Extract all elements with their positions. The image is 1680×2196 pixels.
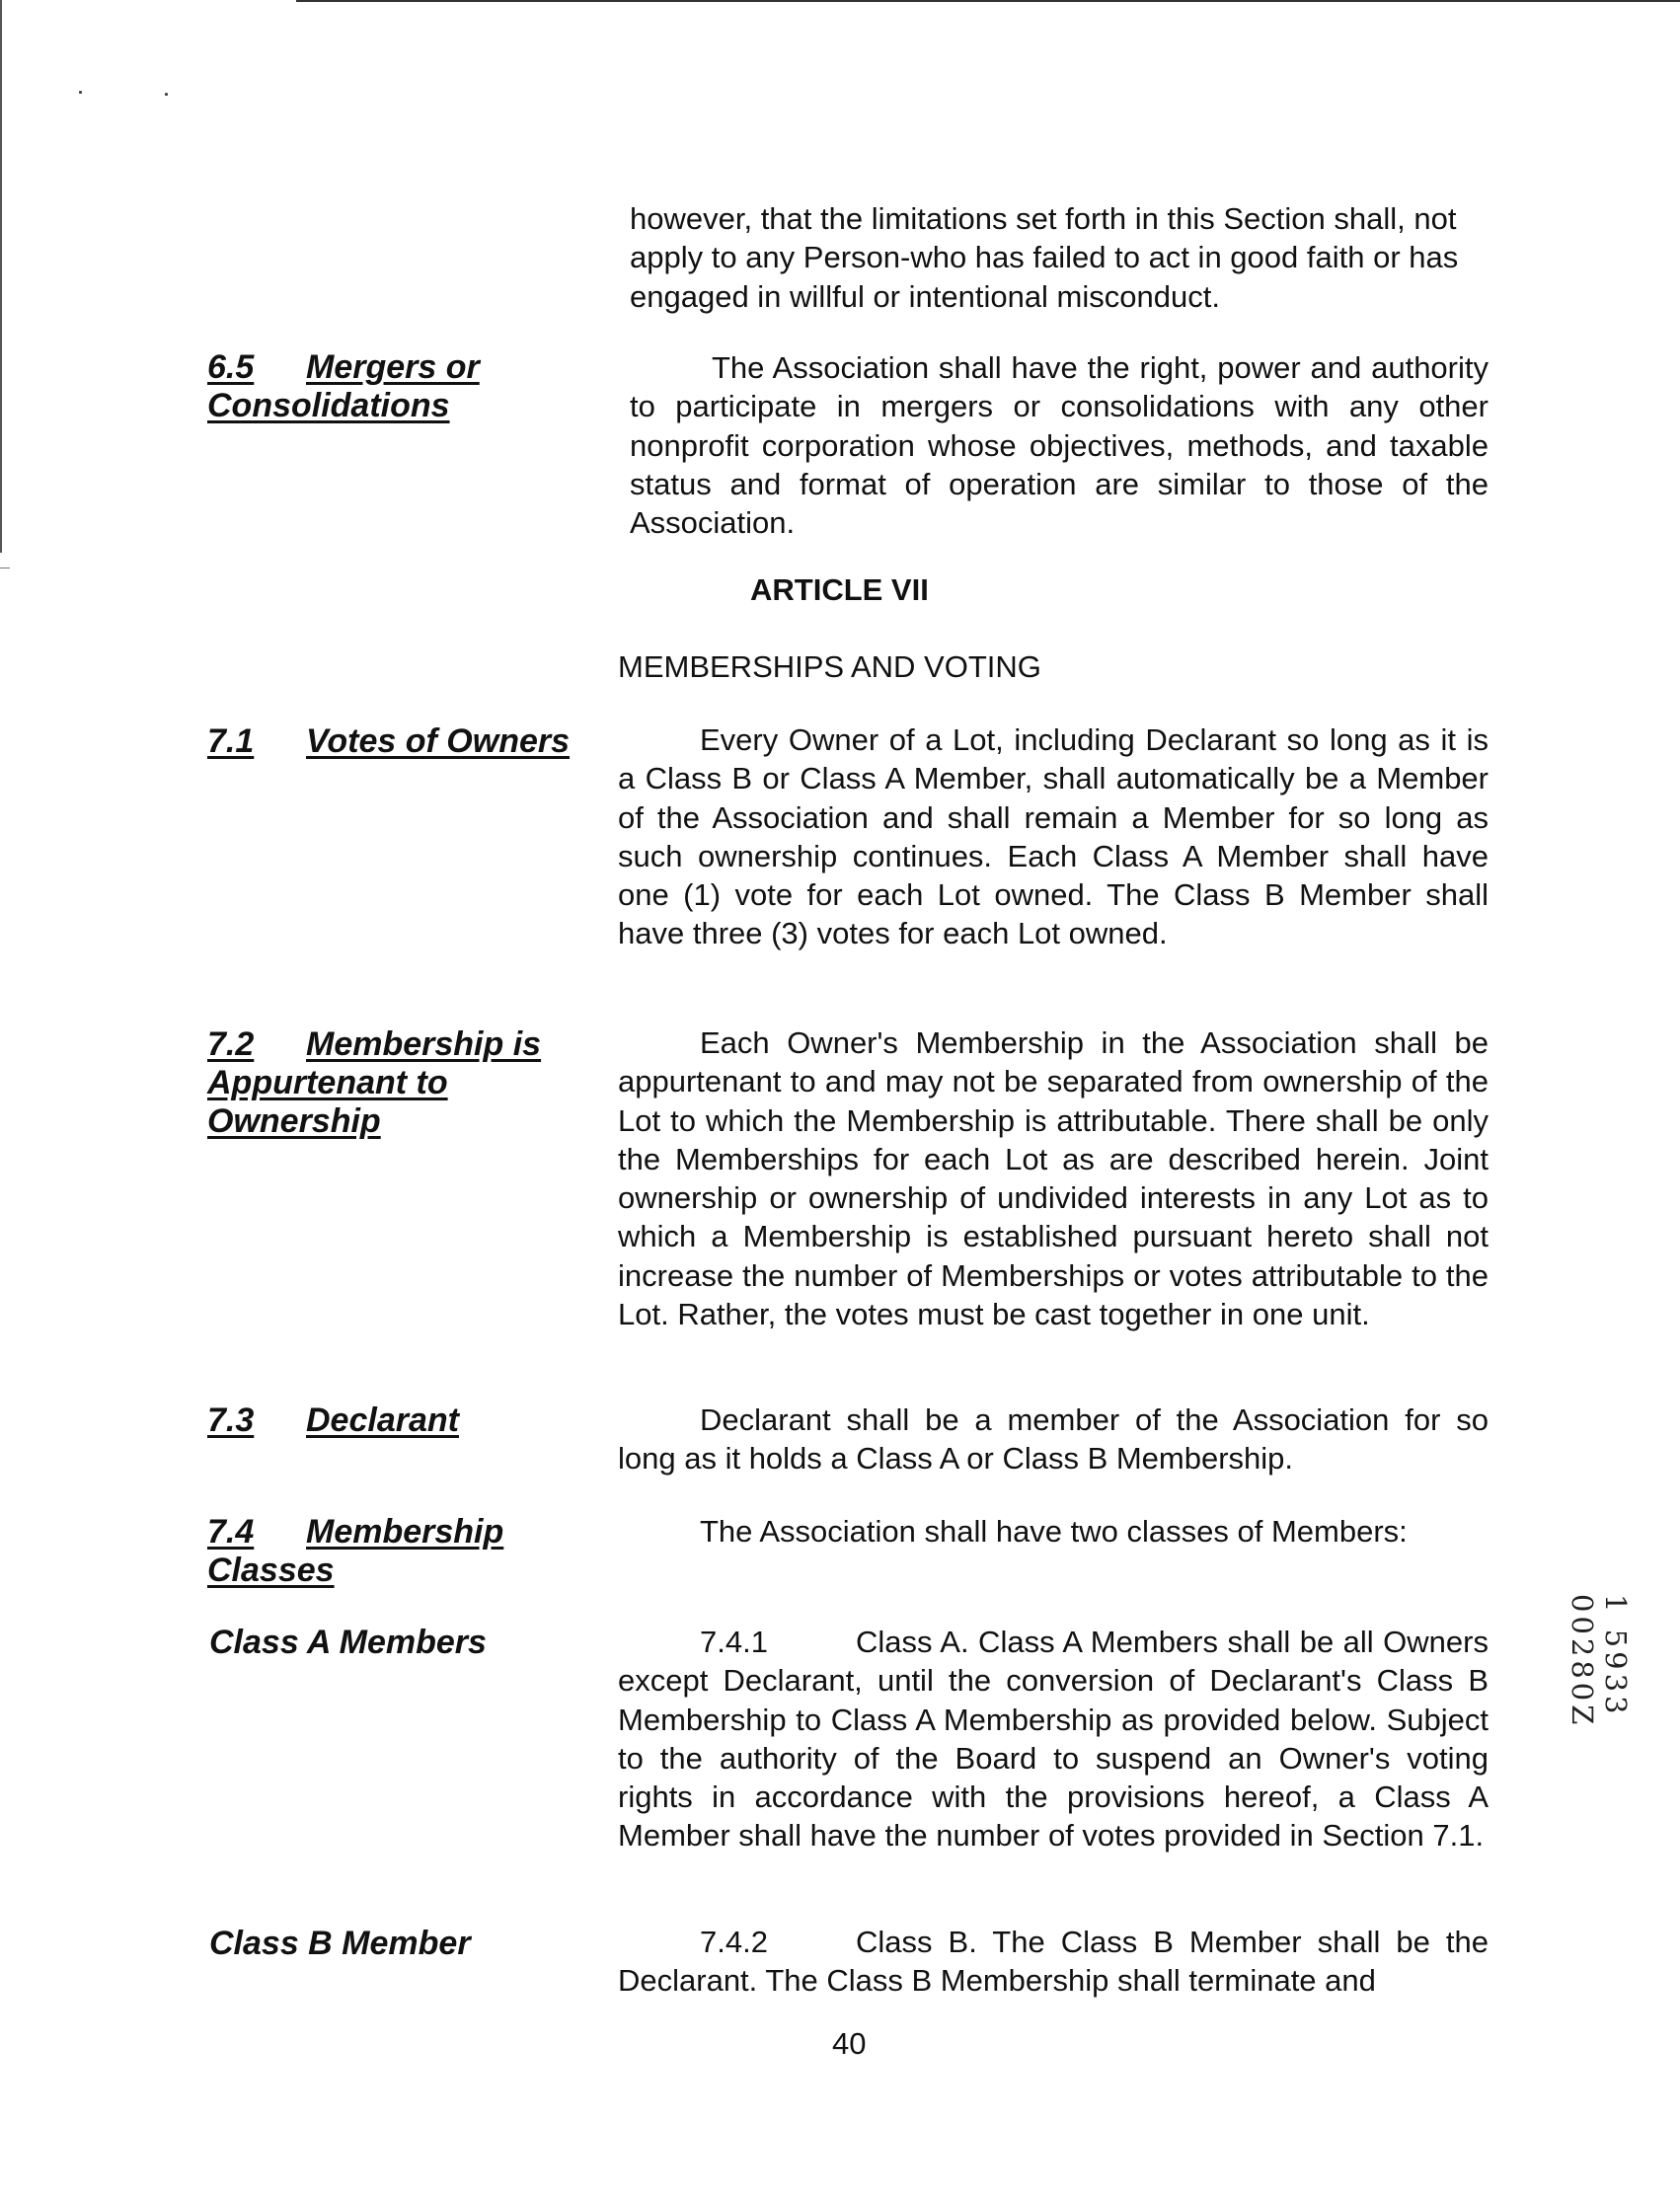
continuation-paragraph: however, that the limitations set forth in this Section shall, not apply to any Person-who has failed to act in good faith or has engaged in willful or intentional misconduct.	[630, 201, 1459, 314]
section-7-4-heading	[207, 1513, 503, 1590]
section-title-continued: Classes	[207, 1552, 335, 1589]
body-text: Each Owner's Membership in the Association shall be appurtenant to and may not be separated from ownership of the Lot to which the Membership is attributable. There shall be only the Memberships for each Lot as are described herein. Joint ownership or ownership of undivided interests in any Lot as to which a Membership is established pursuant hereto shall not increase the number of Memberships or votes attributable to the Lot. Rather, the votes must be cast together in one unit.	[618, 1025, 1489, 1332]
section-6-5-body	[630, 348, 1489, 542]
section-title: Membership is	[306, 1025, 542, 1063]
article-heading: ARTICLE VII	[750, 572, 929, 607]
section-title-continued: Consolidations	[207, 387, 450, 424]
section-number: 7.2	[207, 1025, 255, 1063]
section-7-1-heading	[207, 722, 570, 761]
body-text: The Association shall have the right, power and authority to participate in mergers or consolidations with any other nonprofit corporation whose objectives, methods, and taxable status and format of operation are similar to those of the Association.	[630, 350, 1489, 541]
section-number: 7.4	[207, 1513, 255, 1551]
body-text: The Association shall have two classes of Members:	[700, 1514, 1408, 1549]
section-7-2-heading	[207, 1025, 541, 1141]
class-b-label: Class B Member	[209, 1925, 471, 1962]
left-border-rule	[0, 0, 2, 553]
class-b-body	[618, 1923, 1489, 2001]
scan-speck	[79, 91, 82, 94]
class-a-body	[618, 1623, 1489, 1855]
section-7-3-heading	[207, 1401, 459, 1440]
subsection-number: 7.4.1	[700, 1625, 768, 1659]
section-title: Membership	[306, 1513, 504, 1551]
section-6-5-heading	[207, 348, 480, 425]
section-title: Declarant	[306, 1401, 459, 1439]
body-text: Class B. The Class B Member shall be the Declarant. The Class B Membership shall terminate and	[618, 1925, 1489, 1999]
body-text: Declarant shall be a member of the Association for so long as it holds a Class A or Class B Membership.	[618, 1402, 1489, 1477]
scan-speck	[165, 93, 168, 96]
section-7-1-body	[618, 720, 1489, 953]
section-number: 7.1	[207, 722, 255, 760]
subsection-number: 7.4.2	[700, 1925, 768, 1959]
section-number: 7.3	[207, 1401, 255, 1439]
page-number: 40	[832, 2026, 867, 2061]
section-number: 6.5	[207, 348, 255, 386]
bates-number-stamp: 1 5933 00280Z	[1565, 1594, 1633, 1729]
section-7-2-body	[618, 1023, 1489, 1333]
section-title: Votes of Owners	[306, 722, 571, 760]
article-subtitle: MEMBERSHIPS AND VOTING	[618, 649, 1041, 684]
section-title-continued: Ownership	[207, 1102, 381, 1140]
body-text: Class A. Class A Members shall be all Owners except Declarant, until the conversion of Declarant's Class B Membership to Class A Membership as provided below. Subject to the authority of the Board to suspend an Owner's voting rights in accordance with the provisions hereof, a Class A Member shall have the number of votes provided in Section 7.1.	[618, 1625, 1489, 1854]
body-text: Every Owner of a Lot, including Declarant so long as it is a Class B or Class A Member, shall automatically be a Member of the Association and shall remain a Member for so long as such ownership continues. Each Class A Member shall have one (1) vote for each Lot owned. The Class B Member shall have three (3) votes for each Lot owned.	[618, 722, 1489, 951]
section-title: Mergers or	[306, 348, 480, 386]
section-7-4-body	[618, 1512, 1489, 1551]
section-7-3-body	[618, 1401, 1489, 1478]
section-title-continued: Appurtenant to	[207, 1064, 448, 1101]
top-border-rule	[296, 0, 1680, 2]
class-a-label: Class A Members	[209, 1624, 487, 1661]
